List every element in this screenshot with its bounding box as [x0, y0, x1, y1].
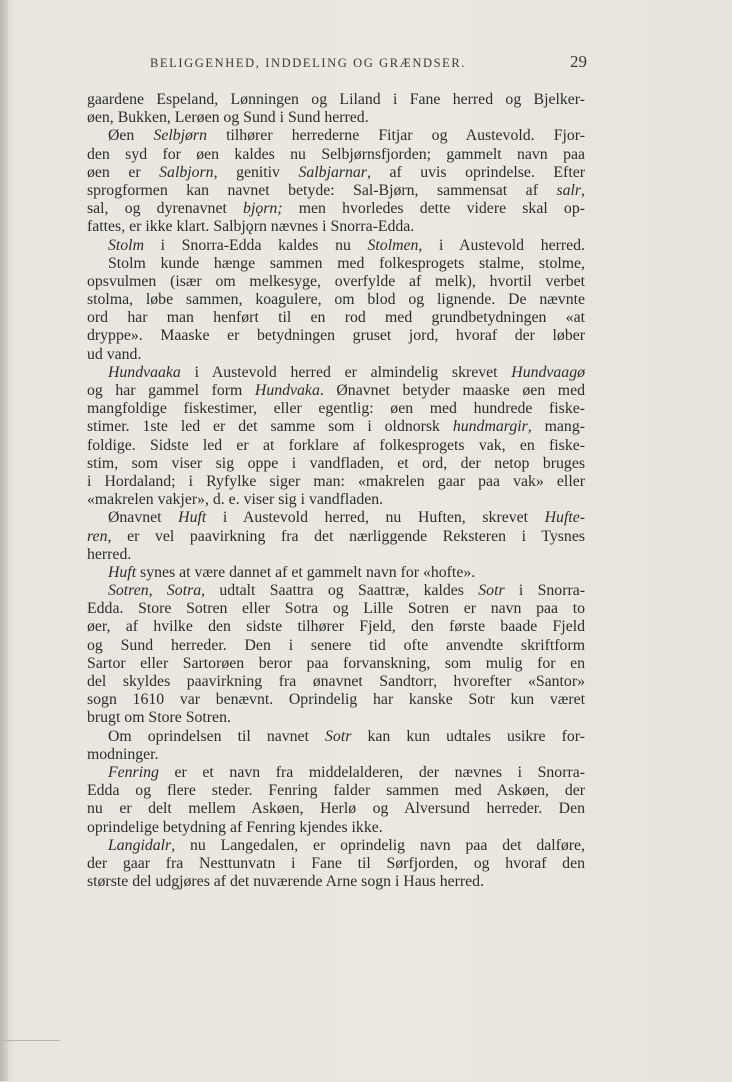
text-segment: tilhører herrederne Fitjar og Austevold. Fjor-: [206, 127, 585, 145]
text-line: [87, 146, 585, 164]
text-segment: men hvorledes dette videre skal op-: [282, 200, 585, 218]
text-line: [87, 164, 585, 182]
text-segment: opsvulmen (især om melkesyge, overfylde af melk), hvortil verbet: [87, 272, 585, 290]
italic-term: Huft: [108, 563, 137, 581]
text-segment: og har gammel form: [87, 382, 255, 399]
text-line: [87, 800, 585, 818]
text-line: [87, 273, 585, 291]
text-segment: kan kun udtales usikre for-: [351, 727, 585, 745]
italic-term: Hundvaka: [254, 382, 320, 399]
text-segment: i Hordaland; i Ryfylke siger man: «makrelen gaar paa vak» eller: [87, 472, 585, 490]
italic-term: Salbjarnar: [298, 163, 367, 181]
text-segment: Om oprindelsen til navnet: [108, 727, 326, 745]
text-segment: ud vand.: [87, 345, 142, 363]
text-segment: del skyldes paavirkning fra ønavnet Sandtorr, hvorefter «Santor»: [87, 673, 585, 690]
text-line: [87, 764, 585, 782]
text-line: [87, 309, 585, 327]
text-line: [87, 600, 585, 618]
text-segment: Ønavnet: [108, 509, 179, 527]
text-segment: ord har man henført til en rod med grundbetydningen «at: [87, 309, 585, 327]
text-segment: dryppe». Maaske er betydningen gruset jord, hvoraf der løber: [87, 327, 585, 345]
italic-term: Salbjorn: [159, 163, 214, 181]
italic-term: Huft: [178, 509, 207, 527]
text-line: [87, 782, 585, 800]
text-segment: i Snorra-: [504, 582, 585, 600]
text-segment: mangfoldige fiskestimer, eller egentlig: øen med hundrede fiske-: [87, 400, 585, 418]
page-edge-stub: [0, 1040, 60, 1082]
running-header: BELIGGENHED, INDDELING OG GRÆNDSER.: [150, 56, 467, 70]
text-segment: «makrelen vakjer», d. e. viser sig i vandfladen.: [87, 491, 384, 509]
text-line: [87, 400, 585, 418]
text-line: [87, 655, 585, 673]
text-line: [87, 491, 585, 509]
text-line: [87, 582, 585, 600]
text-line: [87, 673, 585, 691]
text-line: [87, 437, 585, 455]
text-segment: herred.: [87, 545, 132, 563]
text-segment: nu er delt mellem Askøen, Herlø og Alversund herreder. Den: [87, 800, 585, 818]
text-segment: fattes, er ikke klart. Salbjǫrn nævnes i Snorra-Edda.: [87, 218, 415, 236]
italic-term: Hundvaaka: [108, 363, 181, 381]
text-line: [87, 509, 585, 527]
italic-term: Hufte-: [544, 509, 585, 527]
text-segment: gaardene Espeland, Lønningen og Liland i Fane herred og Bjelker-: [87, 91, 585, 108]
text-segment: stim, som viser sig oppe i vandfladen, et ord, der netop bruges: [87, 454, 585, 472]
text-segment: stimer. 1ste led er det samme som i oldnorsk: [87, 418, 453, 436]
text-segment: , udtalt Saattra og Saattræ, kaldes: [201, 582, 479, 600]
text-line: [87, 418, 585, 436]
text-segment: øen er: [87, 163, 160, 181]
italic-term: ren: [87, 527, 108, 545]
text-line: [87, 637, 585, 655]
text-segment: , i Austevold herred.: [418, 236, 586, 254]
italic-term: hundmargir: [452, 418, 528, 436]
text-segment: største del udgjøres af det nuværende Arne sogn i Haus herred.: [87, 873, 485, 891]
text-segment: Stolm kunde hænge sammen med folkesprogets stalme, stolme,: [108, 254, 585, 272]
text-line: [87, 746, 585, 764]
text-segment: , af uvis oprindelse. Efter: [366, 163, 585, 181]
italic-term: Stolmen: [367, 236, 419, 254]
text-segment: modninger.: [87, 745, 159, 763]
text-segment: oprindelige betydning af Fenring kjendes ikke.: [87, 818, 383, 836]
text-line: [87, 728, 585, 746]
italic-term: salr: [556, 181, 582, 199]
text-segment: synes at være dannet af et gammelt navn for «hofte».: [136, 563, 476, 581]
text-segment: , mang-: [527, 418, 585, 436]
text-line: [87, 364, 585, 382]
italic-term: Hundvaagø: [511, 363, 585, 381]
text-segment: sogn 1610 var benævnt. Oprindelig har kanske Sotr kun været: [87, 691, 585, 709]
text-segment: brugt om Store Sotren.: [87, 709, 231, 727]
italic-term: Fenring: [108, 763, 159, 781]
text-segment: Sartor eller Sartorøen beror paa forvanskning, som mulig for en: [87, 654, 585, 672]
text-segment: i Austevold herred, nu Huften, skrevet: [206, 509, 545, 527]
text-line: [87, 546, 585, 564]
text-segment: sprogformen kan navnet betyde: Sal-Bjørn, sammensat af: [87, 181, 557, 199]
text-line: [87, 618, 585, 636]
italic-term: Sotren, Sotra: [108, 582, 202, 600]
text-segment: , nu Langedalen, er oprindelig navn paa det dalføre,: [171, 836, 585, 854]
text-line: [87, 528, 585, 546]
text-line: [87, 109, 585, 127]
text-line: [87, 182, 585, 200]
text-line: [87, 127, 585, 145]
text-segment: der gaar fra Nesttunvatn i Fane til Sørfjorden, og hvoraf den: [87, 854, 585, 872]
text-segment: Edda. Store Sotren eller Sotra og Lille Sotren er navn paa to: [87, 600, 585, 618]
text-segment: er et navn fra middelalderen, der nævnes i Snorra-: [158, 763, 585, 781]
text-line: [87, 327, 585, 345]
text-line: [87, 873, 585, 891]
text-segment: øer, af hvilke den sidste tilhører Fjeld, den første baade Fjeld: [87, 618, 585, 636]
text-segment: den syd for øen kaldes nu Selbjørnsfjorden; gammelt navn paa: [87, 145, 585, 163]
text-line: [87, 91, 585, 109]
text-segment: sal, og dyrenavnet: [87, 200, 244, 218]
page-number: 29: [570, 52, 587, 71]
text-segment: Øen: [108, 127, 154, 145]
text-line: [87, 837, 585, 855]
italic-term: Sotr: [478, 582, 505, 600]
text-segment: foldige. Sidste led er at forklare af folkesprogets vak, en fiske-: [87, 436, 585, 454]
text-line: [87, 709, 585, 727]
italic-term: Langidalr: [108, 836, 172, 854]
text-line: [87, 473, 585, 491]
text-segment: i Snorra-Edda kaldes nu: [143, 236, 368, 254]
text-segment: øen, Bukken, Lerøen og Sund i Sund herred.: [87, 109, 369, 127]
text-segment: stolma, løbe sammen, koagulere, om blod og lignende. De nævnte: [87, 291, 585, 309]
text-line: [87, 346, 585, 364]
text-segment: , genitiv: [213, 163, 299, 181]
italic-term: Stolm: [108, 236, 144, 254]
text-line: [87, 819, 585, 837]
text-line: [87, 255, 585, 273]
text-line: [87, 455, 585, 473]
italic-term: bjǫrn;: [243, 200, 283, 218]
text-line: [87, 564, 585, 582]
italic-term: Selbjørn: [153, 127, 207, 145]
italic-term: Sotr: [325, 727, 352, 745]
body-text: [87, 91, 585, 891]
text-segment: ,: [581, 181, 585, 199]
text-line: [87, 218, 585, 236]
text-segment: og Sund herreder. Den i senere tid ofte anvendte skriftform: [87, 636, 585, 654]
text-line: [87, 200, 585, 218]
text-line: [87, 382, 585, 400]
text-segment: Edda og flere steder. Fenring falder sammen med Askøen, der: [87, 782, 585, 800]
text-line: [87, 291, 585, 309]
text-line: [87, 237, 585, 255]
text-segment: i Austevold herred er almindelig skrevet: [180, 363, 512, 381]
text-line: [87, 691, 585, 709]
text-segment: , er vel paavirkning fra det nærliggende Reksteren i Tysnes: [107, 527, 585, 545]
text-segment: . Ønavnet betyder maaske øen med: [319, 382, 586, 399]
page-gutter: [0, 0, 8, 1081]
text-line: [87, 855, 585, 873]
